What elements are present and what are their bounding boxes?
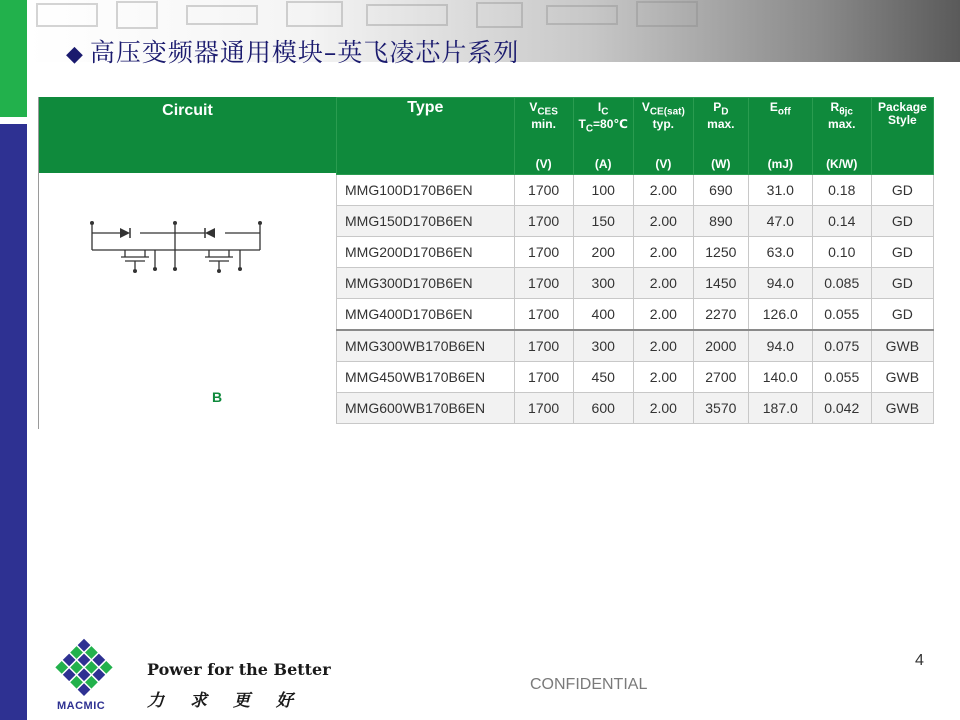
col-ic-main: I xyxy=(597,100,602,114)
col-rthjc-main: R xyxy=(830,100,840,114)
cell-vcesat: 2.00 xyxy=(633,362,693,393)
cell-rthjc: 0.042 xyxy=(812,393,871,424)
cell-pd: 890 xyxy=(693,206,748,237)
cell-vces: 1700 xyxy=(514,362,573,393)
col-vcesat-sub: CE(sat) xyxy=(649,106,685,118)
col-package-line2: Style xyxy=(888,113,917,127)
cell-pd: 2000 xyxy=(693,330,748,362)
col-eoff-sub: off xyxy=(777,106,791,118)
cell-type: MMG450WB170B6EN xyxy=(337,362,515,393)
cell-package: GWB xyxy=(871,330,933,362)
col-eoff-unit: (mJ) xyxy=(767,157,793,171)
logo-text: MACMIC xyxy=(57,700,106,712)
col-ic-line2: T xyxy=(578,117,586,132)
cell-type: MMG400D170B6EN xyxy=(337,299,515,331)
cell-type: MMG300WB170B6EN xyxy=(337,330,515,362)
col-vces-sub: CES xyxy=(537,106,558,118)
cell-vcesat: 2.00 xyxy=(633,330,693,362)
cell-pd: 2700 xyxy=(693,362,748,393)
cell-package: GD xyxy=(871,299,933,331)
table-row xyxy=(337,299,934,331)
col-header-vcesat xyxy=(633,98,693,175)
cell-ic: 150 xyxy=(573,206,633,237)
cell-pd: 1450 xyxy=(693,268,748,299)
cell-package: GD xyxy=(871,175,933,206)
table-row xyxy=(337,206,934,237)
col-header-ic xyxy=(573,98,633,175)
table-row xyxy=(337,393,934,424)
slogan-chinese: 力求更好 xyxy=(147,691,319,711)
col-header-vces xyxy=(514,98,573,175)
cell-eoff: 140.0 xyxy=(748,362,812,393)
col-ic-line2rest: =80℃ xyxy=(593,117,628,132)
col-ic-sub: C xyxy=(601,106,609,118)
col-pd-unit: (W) xyxy=(711,157,731,171)
spec-table-header-row xyxy=(337,98,934,175)
col-vces-line2: min. xyxy=(531,117,556,132)
cell-vces: 1700 xyxy=(514,175,573,206)
col-vces-unit: (V) xyxy=(535,157,552,171)
macmic-logo-icon xyxy=(55,638,113,696)
col-vcesat-main: V xyxy=(641,100,650,114)
cell-ic: 400 xyxy=(573,299,633,331)
col-pd-sub: D xyxy=(721,106,729,118)
cell-vces: 1700 xyxy=(514,268,573,299)
side-accent-blue xyxy=(0,124,27,720)
cell-vces: 1700 xyxy=(514,237,573,268)
cell-eoff: 63.0 xyxy=(748,237,812,268)
diamond-bullet-icon: ◆ xyxy=(66,42,84,67)
col-pd-line2: max. xyxy=(707,117,735,132)
cell-pd: 1250 xyxy=(693,237,748,268)
cell-rthjc: 0.055 xyxy=(812,299,871,331)
spec-table xyxy=(336,97,934,424)
col-ic-line2sub: C xyxy=(585,123,594,135)
slide-title xyxy=(66,33,519,69)
circuit-schematic-diagram xyxy=(85,217,270,277)
cell-vcesat: 2.00 xyxy=(633,268,693,299)
cell-package: GD xyxy=(871,268,933,299)
table-row xyxy=(337,330,934,362)
cell-type: MMG150D170B6EN xyxy=(337,206,515,237)
cell-ic: 300 xyxy=(573,268,633,299)
cell-ic: 100 xyxy=(573,175,633,206)
cell-vces: 1700 xyxy=(514,206,573,237)
cell-pd: 2270 xyxy=(693,299,748,331)
col-package-main: Package xyxy=(878,100,927,114)
cell-rthjc: 0.075 xyxy=(812,330,871,362)
cell-vces: 1700 xyxy=(514,330,573,362)
cell-rthjc: 0.085 xyxy=(812,268,871,299)
page-number: 4 xyxy=(915,652,924,669)
col-rthjc-sub: θjc xyxy=(839,106,853,118)
table-row xyxy=(337,268,934,299)
col-rthjc-unit: (K/W) xyxy=(826,157,858,171)
table-row xyxy=(337,175,934,206)
slide-title-text: 高压变频器通用模块–英飞凌芯片系列 xyxy=(89,38,520,67)
cell-type: MMG100D170B6EN xyxy=(337,175,515,206)
circuit-label: B xyxy=(212,389,223,405)
cell-pd: 3570 xyxy=(693,393,748,424)
cell-eoff: 126.0 xyxy=(748,299,812,331)
cell-ic: 200 xyxy=(573,237,633,268)
banner-pattern-graphic xyxy=(27,0,727,30)
cell-vcesat: 2.00 xyxy=(633,393,693,424)
cell-rthjc: 0.18 xyxy=(812,175,871,206)
cell-vcesat: 2.00 xyxy=(633,237,693,268)
col-header-pd xyxy=(693,98,748,175)
cell-vcesat: 2.00 xyxy=(633,175,693,206)
cell-type: MMG300D170B6EN xyxy=(337,268,515,299)
col-vcesat-line2: typ. xyxy=(652,117,674,132)
cell-package: GWB xyxy=(871,362,933,393)
col-eoff-main: E xyxy=(769,100,778,114)
cell-eoff: 187.0 xyxy=(748,393,812,424)
cell-pd: 690 xyxy=(693,175,748,206)
cell-package: GWB xyxy=(871,393,933,424)
cell-package: GD xyxy=(871,206,933,237)
col-rthjc-line2: max. xyxy=(828,117,856,132)
cell-package: GD xyxy=(871,237,933,268)
col-header-package xyxy=(871,98,933,175)
col-header-eoff xyxy=(748,98,812,175)
circuit-header: Circuit xyxy=(39,97,336,173)
col-vces-main: V xyxy=(529,100,538,114)
confidential-label: CONFIDENTIAL xyxy=(530,676,648,693)
cell-type: MMG600WB170B6EN xyxy=(337,393,515,424)
cell-vces: 1700 xyxy=(514,393,573,424)
cell-vcesat: 2.00 xyxy=(633,299,693,331)
col-header-type xyxy=(337,98,515,175)
cell-eoff: 94.0 xyxy=(748,268,812,299)
slogan-english: Power for the Better xyxy=(147,660,331,679)
cell-ic: 300 xyxy=(573,330,633,362)
cell-eoff: 47.0 xyxy=(748,206,812,237)
cell-type: MMG200D170B6EN xyxy=(337,237,515,268)
col-type-label: Type xyxy=(407,99,444,116)
cell-rthjc: 0.14 xyxy=(812,206,871,237)
col-header-rthjc xyxy=(812,98,871,175)
side-accent-green xyxy=(0,0,27,117)
table-row xyxy=(337,362,934,393)
col-ic-unit: (A) xyxy=(594,157,612,171)
cell-eoff: 31.0 xyxy=(748,175,812,206)
table-row xyxy=(337,237,934,268)
cell-ic: 450 xyxy=(573,362,633,393)
cell-vcesat: 2.00 xyxy=(633,206,693,237)
col-pd-main: P xyxy=(713,100,722,114)
cell-ic: 600 xyxy=(573,393,633,424)
cell-rthjc: 0.10 xyxy=(812,237,871,268)
cell-vces: 1700 xyxy=(514,299,573,331)
col-vcesat-unit: (V) xyxy=(655,157,672,171)
cell-rthjc: 0.055 xyxy=(812,362,871,393)
cell-eoff: 94.0 xyxy=(748,330,812,362)
